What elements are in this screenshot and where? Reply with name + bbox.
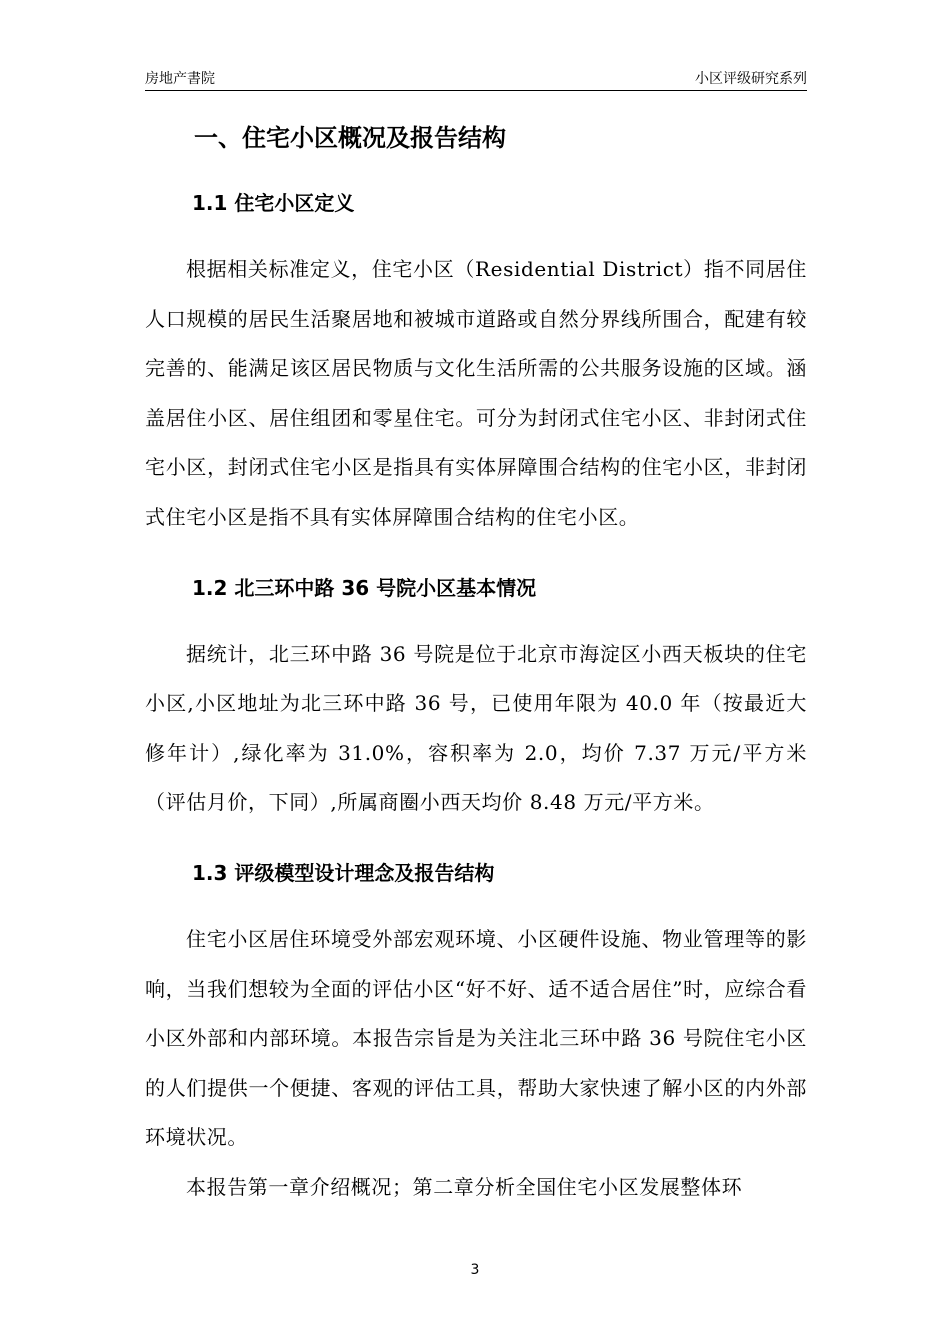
page-content bbox=[145, 118, 807, 1213]
subsection-title-1-1: 1.1 住宅小区定义 bbox=[192, 191, 355, 215]
paragraph-definition: 根据相关标准定义，住宅小区（Residential District）指不同居住人口规模的居民生活聚居地和被城市道路或自然分界线所围合，配建有较完善的、能满足该区居民物质与文化生活所需的公共服务设施的区域。涵盖居住小区、居住组团和零星住宅。可分为封闭式住宅小区、非封闭式住宅小区，封闭式住宅小区是指具有实体屏障围合结构的住宅小区，非封闭式住宅小区是指不具有实体屏障围合结构的住宅小区。 bbox=[145, 257, 807, 529]
page-header bbox=[145, 68, 807, 91]
paragraph-report-structure: 本报告第一章介绍概况；第二章分析全国住宅小区发展整体环 bbox=[186, 1174, 743, 1199]
section-title: 一、住宅小区概况及报告结构 bbox=[194, 124, 506, 152]
subsection-title-1-3: 1.3 评级模型设计理念及报告结构 bbox=[192, 860, 495, 885]
header-series: 小区评级研究系列 bbox=[695, 71, 807, 87]
page-number: 3 bbox=[470, 1262, 480, 1278]
paragraph-basic-info: 据统计，北三环中路 36 号院是位于北京市海淀区小西天板块的住宅小区,小区地址为北三环中路 36 号，已使用年限为 40.0 年（按最近大修年计）,绿化率为 31.0%，容积率为 2.0，均价 7.37 万元/平方米（评估月价，下同）,所属商圈小西天均价 8.48 万元/平方米。 bbox=[145, 641, 807, 815]
subsection-title-1-2: 1.2 北三环中路 36 号院小区基本情况 bbox=[192, 575, 537, 600]
paragraph-model-design: 住宅小区居住环境受外部宏观环境、小区硬件设施、物业管理等的影响，当我们想较为全面的评估小区“好不好、适不适合居住”时，应综合看小区外部和内部环境。本报告宗旨是为关注北三环中路 36 号院住宅小区的人们提供一个便捷、客观的评估工具，帮助大家快速了解小区的内外部环境状况。 bbox=[145, 926, 807, 1150]
header-publisher: 房地产書院 bbox=[145, 71, 215, 87]
